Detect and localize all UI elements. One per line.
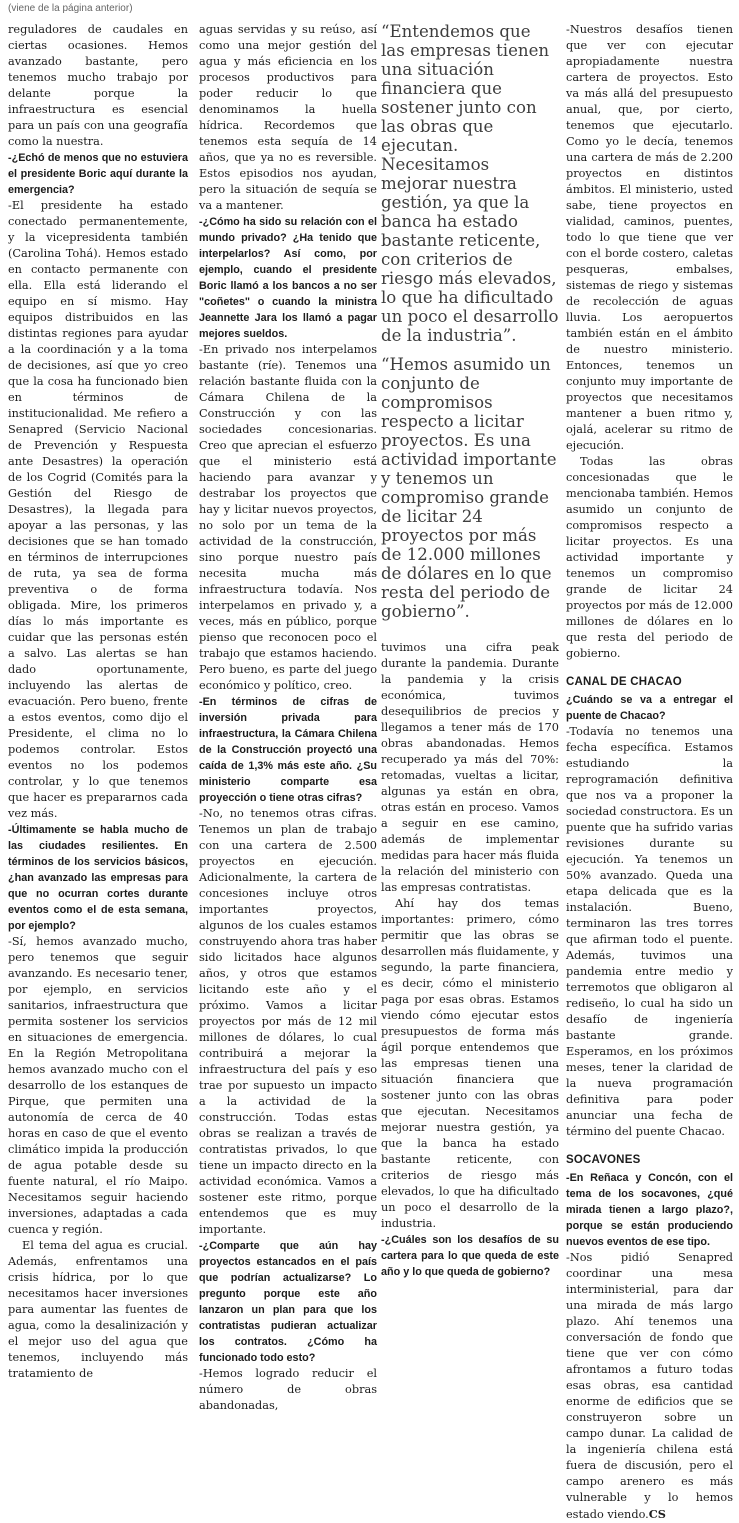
column-3 <box>381 22 559 1280</box>
section-heading-chacao: CANAL DE CHACAO <box>566 676 682 688</box>
interview-question: -En términos de cifras de inversión privada para infraestructura, la Cámara Chilena de la Construcción proyectó una caída de 1,3% más este año. ¿Su ministerio comparte esa proyección o tiene otras cifras? <box>199 696 377 804</box>
body-paragraph: Ahí hay dos temas importantes: primero, cómo permitir que las obras se desarrollen más fluidamente, y segundo, la parte financiera, es decir, cómo el ministerio paga por esas obras. Estamos viendo cómo ejecutar estos presupuestos de forma más ágil porque entendemos que las empresas tienen una situación financiera que sostener junto con las obras que ejecutan. Necesitamos mejorar nuestra gestión, ya que la banca ha estado bastante reticente, con criterios de riesgo más elevados, lo que ha dificultado un poco el desarrollo de la industria. <box>381 897 559 1230</box>
pull-quote-2-text: “Hemos asumido un conjunto de compromisos respecto a licitar proyectos. Es una actividad importante y tenemos un compromiso grande de licitar 24 proyectos por más de 12.000 millones de dólares en lo que resta del periodo de gobierno”. <box>381 355 557 621</box>
column-3-body <box>381 640 559 1280</box>
interview-question: -¿Echó de menos que no estuviera el presidente Boric aquí durante la emergencia? <box>8 152 188 196</box>
body-paragraph: aguas servidas y su reúso, así como una mejor gestión del agua y más eficiencia en los procesos productivos para poder reducir lo que denominamos la huella hídrica. Recordemos que tenemos esta sequía de 14 años, que ya no es reversible. Estos episodios nos ayudan, pero la situación de sequía se va a mantener. <box>199 23 377 212</box>
body-paragraph: El tema del agua es crucial. Además, enfrentamos una crisis hídrica, por lo que necesitamos hacer inversiones para aumentar las fuentes de agua, como la desalinización y el mejor uso del agua que tenemos, incluyendo más tratamiento de <box>8 1239 188 1380</box>
body-paragraph: reguladores de caudales en ciertas ocasiones. Hemos avanzado bastante, pero tenemos mucho trabajo por delante porque la infraestructura es esencial para un país con una geografía como la nuestra. <box>8 23 188 148</box>
column-4-body <box>566 22 733 662</box>
pull-quote-2 <box>381 355 559 621</box>
interview-question: -¿Cuáles son los desafíos de su cartera para lo que queda de este año y lo que queda de gobierno? <box>381 1234 559 1278</box>
column-1 <box>8 22 188 1382</box>
pull-quote-1 <box>381 22 559 345</box>
end-mark: CS <box>648 1507 666 1521</box>
body-paragraph: tuvimos una cifra peak durante la pandemia. Durante la pandemia y la crisis económica, tuvimos desequilibrios de precios y llegamos a tener más de 170 obras abandonadas. Hemos recuperado ya más del 70%: retomadas, vueltas a licitar, algunas ya están en obra, otras están en proceso. Vamos a seguir en ese camino, además de implementar medidas para hacer más fluida la relación del ministerio con las empresas contratistas. <box>381 641 559 894</box>
column-2 <box>199 22 377 1414</box>
body-paragraph: -Nuestros desafíos tienen que ver con ejecutar apropiadamente nuestra cartera de proyectos. Esto va más allá del presupuesto anual, que, por cierto, tenemos que ejecutarlo. Como yo le decía, tenemos una cartera de más de 2.200 proyectos en distintos ámbitos. El ministerio, usted sabe, tiene proyectos en vialidad, caminos, puentes, todo lo que tiene que ver con el borde costero, caletas pesqueras, embalses, sistemas de riego y sistemas de recolección de aguas lluvia. Los aeropuertos también están en el ámbito de nuestro ministerio. Entonces, tenemos un conjunto muy importante de proyectos que necesitamos mantener a buen ritmo y, ojalá, acelerar su ritmo de ejecución. <box>566 23 733 452</box>
interview-question: -¿Comparte que aún hay proyectos estancados en el país que podrían actualizarse? Lo pregunto porque este año lanzaron un plan para que los contratistas pudieran actualizar los contratos. ¿Cómo ha funcionado todo esto? <box>199 1240 377 1364</box>
interview-question: -¿Cómo ha sido su relación con el mundo privado? ¿Ha tenido que interpelarlos? Así como, por ejemplo, cuando el presidente Boric llamó a los bancos a no ser "coñetes" o cuando la ministra Jeannette Jara los llamó a pagar mejores sueldos. <box>199 216 377 340</box>
body-paragraph: -Sí, hemos avanzado mucho, pero tenemos que seguir avanzando. Es necesario tener, por ejemplo, en servicios sanitarios, infraestructura que permita sostener los servicios en situaciones de emergencia. En la Región Metropolitana hemos avanzado mucho con el desarrollo de los estanques de Pirque, que permiten una autonomía de cerca de 40 horas en caso de que el evento climático impida la producción de agua potable desde su fuente natural, el río Maipo. Necesitamos seguir haciendo inversiones, adaptadas a cada cuenca y región. <box>8 935 188 1236</box>
answer-chacao: -Todavía no tenemos una fecha específica. Estamos estudiando la reprogramación definitiva que nos va a proponer la sociedad constructora. Es un puente que ha sufrido varias revisiones durante su ejecución. Ya tenemos un 50% avanzado. Queda una etapa delicada que es la instalación. Bueno, terminaron las tres torres que afirman todo el puente. Además, tuvimos una pandemia entre medio y terremotos que obligaron al rediseño, lo cual ha sido un desafío de ingeniería bastante grande. Esperamos, en los próximos meses, tener la claridad de la nueva programación definitiva para poder anunciar una fecha de término del puente Chacao. <box>566 725 733 1138</box>
body-paragraph: -Hemos logrado reducir el número de obras abandonadas, <box>199 1367 377 1412</box>
pull-quote-1-text: “Entendemos que las empresas tienen una situación financiera que sostener junto con las obras que ejecutan. Necesitamos mejorar nuestra gestión, ya que la banca ha estado bastante reticente, con criterios de riesgo más elevados, lo que ha dificultado un poco el desarrollo de la industria”. <box>381 22 559 345</box>
answer-socavones <box>566 1250 733 1523</box>
question-chacao: ¿Cuándo se va a entregar el puente de Chacao? <box>566 694 733 722</box>
interview-question: -Últimamente se habla mucho de las ciudades resilientes. En términos de los servicios básicos, ¿han avanzado las empresas para que no ocurran cortes durante eventos como el de esta semana, por ejemplo? <box>8 824 188 932</box>
column-4 <box>566 22 733 1523</box>
continuation-note: (viene de la página anterior) <box>8 3 133 14</box>
answer-socavones-text: -Nos pidió Senapred coordinar una mesa interministerial, para dar una mirada de más largo plazo. Ahí tenemos una conversación de fondo que tiene que ver con cómo afrontamos a futuro todas esas obras, esa cantidad enorme de edificios que se construyeron sobre un campo dunar. La calidad de la ingeniería chilena está fuera de discusión, pero el campo arenero es más vulnerable y lo hemos estado viendo. <box>566 1251 733 1521</box>
body-paragraph: -En privado nos interpelamos bastante (ríe). Tenemos una relación bastante fluida con la Cámara Chilena de la Construcción y con las sociedades concesionarias. Creo que aprecian el esfuerzo que el ministerio está haciendo para avanzar y destrabar los proyectos que hay y licitar nuevos proyectos, no solo por un tema de la actividad de la construcción, sino porque nuestro país necesita mucha más infraestructura todavía. Nos interpelamos en privado y, a veces, más en público, porque pienso que reconocen poco el trabajo que estamos haciendo. Pero bueno, es parte del juego económico y político, creo. <box>199 343 377 692</box>
body-paragraph: Todas las obras concesionadas que le mencionaba también. Hemos asumido un conjunto de compromisos respecto a licitar proyectos. Es una actividad importante y tenemos un compromiso grande de licitar 24 proyectos por más de 12.000 millones de dólares en lo que resta del periodo de gobierno. <box>566 455 733 660</box>
question-socavones: -En Reñaca y Concón, con el tema de los socavones, ¿qué mirada tienen a largo plazo?, porque se están produciendo nuevos eventos de ese tipo. <box>566 1172 733 1248</box>
body-paragraph: -No, no tenemos otras cifras. Tenemos un plan de trabajo con una cartera de 2.500 proyectos en ejecución. Adicionalmente, la cartera de concesiones incluye otros importantes proyectos, algunos de los cuales estamos construyendo ahora tras haber sido licitados hace algunos años, y otros que estamos licitando este año y el próximo. Vamos a licitar proyectos por más de 12 mil millones de dólares, lo cual contribuirá a mejorar la infraestructura del país y eso trae por supuesto un impacto a la actividad de la construcción. Todas estas obras se realizan a través de contratistas privados, lo que tiene un impacto directo en la actividad económica. Vamos a sostener este ritmo, porque entendemos que es muy importante. <box>199 807 377 1236</box>
section-heading-socavones: SOCAVONES <box>566 1154 641 1166</box>
body-paragraph: -El presidente ha estado conectado permanentemente, y la vicepresidenta también (Carolina Tohá). Hemos estado en contacto permanente con ella. Ella está liderando el equipo en sí mismo. Hay equipos distribuidos en las distintas regiones para ayudar a la coordinación y a la toma de decisiones, así que yo creo que la cosa ha funcionado bien en términos de institucionalidad. Me refiero a Senapred (Servicio Nacional de Prevención y Respuesta ante Desastres) la operación de los Cogrid (Comités para la Gestión del Riesgo de Desastres), la llegada para apoyar a las personas, y las decisiones que se han tomado en términos de interrupciones de ruta, ya sea de forma preventiva o de forma obligada. Mire, los primeros días lo más importante es cuidar que las personas estén a salvo. Las alertas se han dado oportunamente, incluyendo las alertas de evacuación. Pero bueno, frente a estos eventos, como dijo el Presidente, el clima no lo podemos controlar. Estos eventos no los podemos controlar, y lo que tenemos que hacer es prepararnos cada vez más. <box>8 199 188 820</box>
